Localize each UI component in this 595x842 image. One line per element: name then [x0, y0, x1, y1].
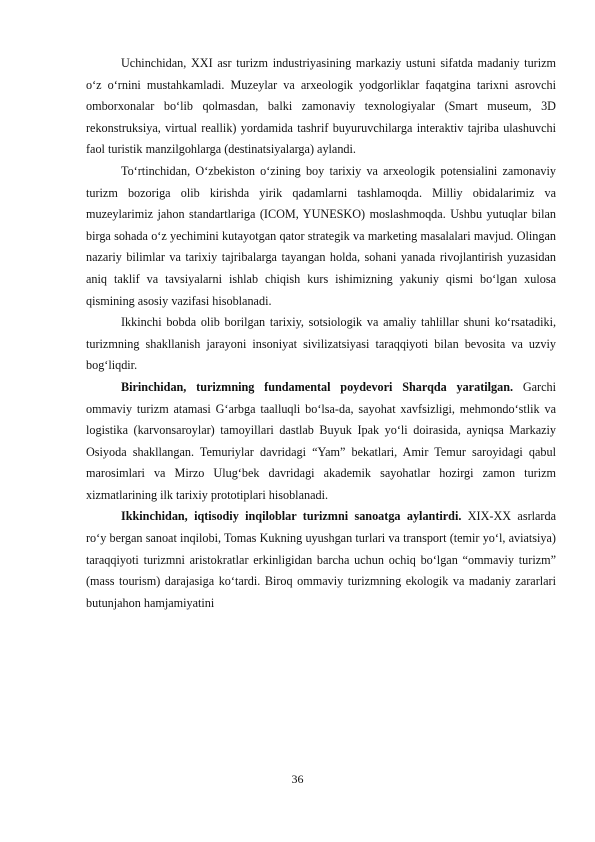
paragraph-lead-bold: Birinchidan, turizmning fundamental poydevori Sharqda yaratilgan. [121, 379, 514, 394]
paragraph-text: Garchi ommaviy turizm atamasi G‘arbga taalluqli bo‘lsa-da, sayohat xavfsizligi, mehmondo‘stlik va logistika (karvonsaroylar) tamoyillari dastlab Buyuk Ipak yo‘li doirasida, ayniqsa Markaziy Osiyoda shakllangan. Temuriylar davridagi “Yam” bekatlari, Amir Temur saroyidagi qabul marosimlari va Mirzo Ulug‘bek davridagi akademik sayohatlar hozirgi zamon turizm xizmatlarining ilk tarixiy prototiplari hisoblanadi. [86, 379, 556, 502]
paragraph-uchinchidan [86, 53, 556, 161]
paragraph-ikkinchidan [86, 506, 556, 614]
paragraph-text: To‘rtinchidan, O‘zbekiston o‘zining boy tarixiy va arxeologik potensialini zamonaviy turizm bozoriga olib kirishda yirik qadamlarni tashlamoqda. Milliy obidalarimiz va muzeylarimiz jahon standartlariga (ICOM, YUNESKO) moslashmoqda. Ushbu yutuqlar bilan birga sohada o‘z yechimini kutayotgan qator strategik va marketing masalalari mavjud. Olingan nazariy bilimlar va tarixiy tajribalarga tayangan holda, sohani yanada rivojlantirish yuzasidan aniq taklif va tavsiyalarni ishlab chiqish kurs ishimizning yakuniy qismi bo‘lgan xulosa qismining asosiy vazifasi hisoblanadi. [86, 163, 556, 308]
document-page [86, 53, 556, 614]
paragraph-birinchidan [86, 377, 556, 507]
page-number: 36 [291, 772, 304, 786]
paragraph-ikkinchi-bob [86, 312, 556, 377]
paragraph-text: Ikkinchi bobda olib borilgan tarixiy, sotsiologik va amaliy tahlillar shuni ko‘rsatadiki, turizmning shakllanish jarayoni insoniyat sivilizatsiyasi taraqqiyoti bilan bevosita va uzviy bog‘liqdir. [86, 315, 556, 373]
paragraph-tortinchidan [86, 161, 556, 312]
paragraph-text: XIX-XX asrlarda ro‘y bergan sanoat inqilobi, Tomas Kukning uyushgan turlari va transport (temir yo‘l, aviatsiya) taraqqiyoti turizmni aristokratlar erkinligidan barcha uchun ochiq bo‘lgan “ommaviy turizm” (mass tourism) darajasiga ko‘tardi. Biroq ommaviy turizmning ekologik va madaniy zararlari butunjahon hamjamiyatini [86, 509, 556, 610]
paragraph-text: Uchinchidan, XXI asr turizm industriyasining markaziy ustuni sifatda madaniy turizm o‘z o‘rnini mustahkamladi. Muzeylar va arxeologik yodgorliklar faqatgina tarixni asrovchi omborxonalar bo‘lib qolmasdan, balki zamonaviy texnologiyalar (Smart museum, 3D rekonstruksiya, virtual reallik) yordamida tashrif buyuruvchilarga interaktiv tajriba ulashuvchi faol turistik manzilgohlarga (destinatsiyalarga) aylandi. [86, 56, 556, 157]
paragraph-lead-bold: Ikkinchidan, iqtisodiy inqiloblar turizmni sanoatga aylantirdi. [121, 509, 462, 524]
